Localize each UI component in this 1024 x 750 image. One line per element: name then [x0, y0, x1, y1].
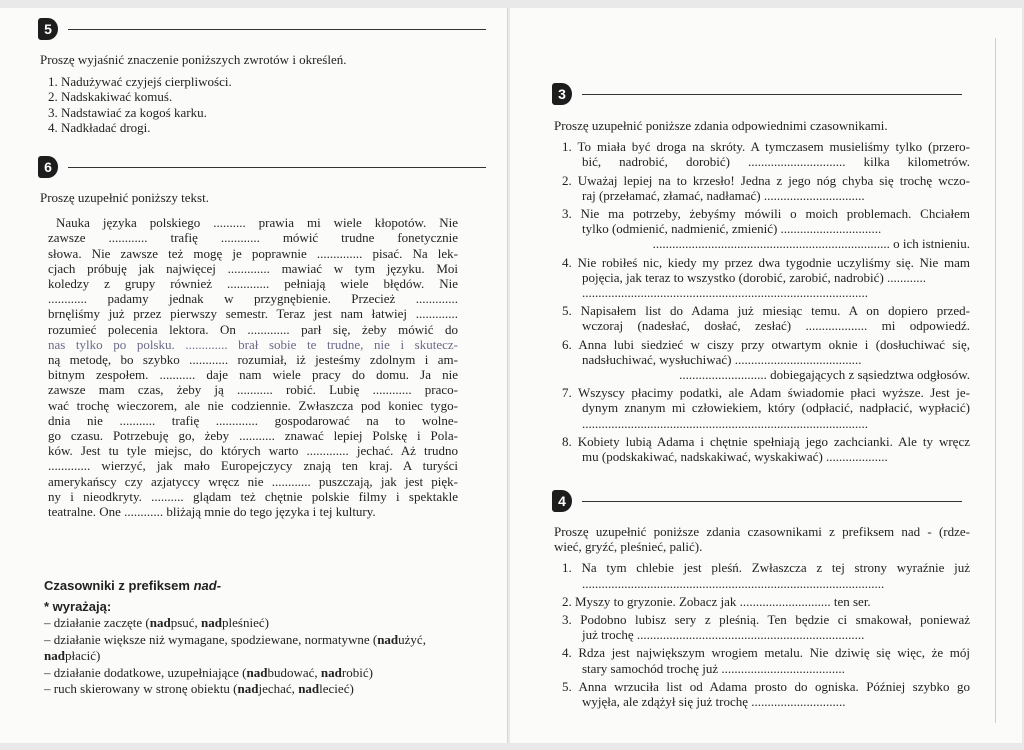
rule-prefix: nad	[320, 664, 342, 680]
exercise-6-instruction: Proszę uzupełnić poniższy tekst.	[40, 190, 209, 205]
item-line: 1. Na tym chlebie jest pleśń. Zwłaszcza z tej strony wyraźnie już	[562, 560, 970, 576]
list-item	[562, 173, 970, 203]
item-line: 5. Anna wrzuciła list od Adama prosto do ogniska. Później szybko go	[562, 678, 970, 694]
item-line: ........................................................................................	[582, 415, 868, 431]
grammar-subtitle: * wyrażają:	[44, 598, 112, 614]
item-line: mu (podskakiwać, nadskakiwać, wyskakiwać) ...................	[582, 449, 888, 465]
item-line: tylko (odmienić, nadmienić, zmienić) ...............................	[582, 221, 882, 237]
list-item	[562, 206, 970, 252]
rule-text: – działanie zaczęte (	[44, 615, 150, 630]
exercise-5-header	[38, 18, 486, 40]
text-line: ny i nieodkryty. .......... glądam też chętnie polskie filmy i spektakle	[48, 488, 458, 504]
grammar-rule	[44, 632, 484, 665]
exercise-5-rule	[68, 29, 486, 30]
text-line: słowa. Nie zawsze też mogę je poprawnie .............. pisać. Na lek-	[48, 245, 458, 261]
rule-text: – ruch skierowany w stronę obiektu (	[44, 681, 238, 696]
list-item	[562, 139, 970, 169]
list-item	[562, 645, 970, 675]
exercise-4-instruction: Proszę uzupełnić poniższe zdania czasownikami z prefiksem nad - (rdze-	[554, 524, 970, 539]
list-item	[562, 303, 970, 333]
item-line: 8. Kobiety lubią Adama i chętnie spełniają jego zachcianki. Ale ty wręcz	[562, 433, 970, 449]
item-line: ........................................................................................	[582, 285, 868, 301]
list-item	[562, 594, 970, 609]
list-item: 3. Nadstawiać za kogoś karku.	[48, 104, 207, 120]
list-item	[562, 612, 970, 642]
item-line: 6. Anna lubi siedzieć w ciszy przy otwartym oknie i (dosłuchiwać się,	[562, 336, 970, 352]
item-line: 2. Myszy to gryzonie. Zobacz jak ............................ ten ser.	[562, 593, 871, 609]
exercise-4-header	[552, 490, 962, 512]
text-line: zawsze ............ trafię ............ mówić trudne fonetycznie	[48, 230, 458, 246]
exercise-3-instruction: Proszę uzupełnić poniższe zdania odpowiednimi czasownikami.	[554, 118, 888, 133]
text-line: wać trochę wieczorem, ale nie codziennie. Zwłaszcza pod koniec tygo-	[48, 397, 458, 413]
item-line: 5. Napisałem list do Adama już miesiąc temu. A on dopiero przed-	[562, 303, 970, 319]
item-line: nadsłuchiwać, wysłuchiwać) .......................................	[582, 351, 862, 367]
rule-prefix: nad	[149, 615, 171, 630]
item-line: stary samochód trochę już ......................................	[582, 660, 845, 676]
list-item: 4. Nadkładać drogi.	[48, 119, 151, 135]
text-line: koledzy z grupy również ............. pełniają wiele błędów. Nie	[48, 276, 458, 292]
text-line: ków. Jest tu tyle miejsc, do których warto ............. jechać. Aż trudno	[48, 443, 458, 459]
text-line: zawsze mam czas, żeby ją ........... robić. Lubię ............ praco-	[48, 382, 458, 398]
exercise-4-rule	[582, 501, 962, 502]
list-item	[562, 255, 970, 301]
exercise-3	[554, 118, 970, 467]
item-line: ......................................................................... o ich istnieniu.	[652, 236, 970, 252]
rule-prefix: nad	[44, 648, 65, 663]
text-line: Nauka języka polskiego .......... prawia mi wiele kłopotów. Nie	[56, 215, 458, 231]
exercise-5	[40, 52, 480, 135]
item-line: raj (przełamać, złamać, nadłamać) ...............................	[582, 187, 865, 203]
exercise-4-instruction: wieć, gryźć, pleśnieć, palić).	[554, 539, 703, 555]
text-line: rozumieć polecenia lektora. On ............. parł się, żeby mówić do	[48, 321, 458, 337]
exercise-5-list	[40, 74, 480, 135]
item-line: 7. Wszyscy płacimy podatki, ale Adam świadomie płaci wyższe. Jest je-	[562, 385, 970, 401]
list-item	[562, 560, 970, 590]
text-line: amerykańscy czy azjatyccy wręcz nie ............ puszczają, jak jest pięk-	[48, 473, 458, 489]
text-line: brnęliśmy już przez pierwszy semestr. Teraz jest nam łatwiej .............	[48, 306, 458, 322]
item-line: wyjęła, ale zdążył się już trochę .............................	[582, 694, 846, 710]
exercise-4	[554, 524, 970, 712]
grammar-rule	[44, 665, 484, 682]
exercise-3-list	[554, 139, 970, 464]
rule-prefix: nad	[201, 615, 223, 630]
exercise-5-instruction: Proszę wyjaśnić znaczenie poniższych zwrotów i określeń.	[40, 52, 347, 67]
list-item	[562, 679, 970, 709]
grammar-title	[44, 578, 484, 595]
list-item: 2. Nadskakiwać komuś.	[48, 89, 173, 105]
rule-text: lecieć)	[319, 681, 354, 696]
text-line: ną metodę, bo szybko ............ rozumiał, iż jesteśmy zdolnym i am-	[48, 352, 458, 368]
rule-text: budować,	[267, 664, 321, 680]
exercise-6-header	[38, 156, 486, 178]
exercise-5-badge: 5	[38, 18, 58, 40]
exercise-4-badge: 4	[552, 490, 572, 512]
exercise-6-text	[40, 215, 458, 519]
text-line: cjach próbuję jak najwięcej ............. mawiać w tym języku. Moi	[48, 260, 458, 276]
text-line: nas tylko po polsku. ............. brał sobie te trudne, nie i skutecz-	[48, 336, 458, 352]
rule-prefix: nad	[246, 664, 268, 680]
rule-text: psuć,	[170, 615, 202, 630]
rule-text: jechać,	[258, 681, 299, 696]
rule-prefix: nad	[298, 681, 320, 696]
list-item: 1. Nadużywać czyjejś cierpliwości.	[48, 74, 232, 90]
item-line: ........................... dobiegających z sąsiedztwa odgłosów.	[679, 367, 970, 383]
rule-text: robić)	[341, 664, 373, 680]
item-line: 3. Podobno lubisz sery z pleśnią. Ten będzie ci smakował, ponieważ	[562, 612, 970, 628]
text-line: ............ padamy jednak w przygnębienie. Przecież .............	[48, 291, 458, 307]
grammar-rule	[44, 615, 484, 632]
grammar-box	[44, 578, 484, 698]
grammar-title-prefix: nad-	[193, 578, 222, 593]
item-line: 4. Rdza jest największym wrogiem metalu. Nie dziwię się więc, że mój	[562, 645, 970, 661]
text-line: bitnym zespołem. ........... daje nam wiele pracy do domu. Ja nie	[48, 367, 458, 383]
rule-prefix: nad	[237, 681, 259, 696]
right-page	[510, 8, 1022, 743]
exercise-6-badge: 6	[38, 156, 58, 178]
grammar-title-text: Czasowniki z prefiksem	[44, 578, 190, 593]
exercise-4-list	[554, 560, 970, 709]
item-line: bić, nadrobić, dorobić) .............................. kilka kilometrów.	[582, 154, 970, 170]
text-line: go czasu. Potrzebuję go, żeby ........... znawać lepiej Polskę i Pola-	[48, 428, 458, 444]
list-item	[562, 337, 970, 383]
item-line: 1. To miała być droga na skróty. A tymczasem musieliśmy tylko (przero-	[562, 139, 970, 155]
exercise-6	[40, 190, 458, 519]
grammar-rule	[44, 681, 484, 698]
item-line: już trochę ......................................................................	[582, 627, 865, 643]
exercise-3-rule	[582, 94, 962, 95]
rule-text: – działanie większe niż wymagane, spodziewane, normatywne (	[44, 631, 378, 647]
list-item	[562, 385, 970, 431]
rule-text: użyć,	[398, 631, 426, 647]
item-line: .............................................................................................	[582, 575, 885, 591]
item-line: 3. Nie ma potrzeby, żebyśmy mówili o moich problemach. Chciałem	[562, 206, 970, 222]
item-line: 2. Uważaj lepiej na to krzesło! Jedna z jego nóg chyba się trochę wczo-	[562, 172, 970, 188]
rule-text: płacić)	[64, 648, 101, 663]
item-line: dynym znanym mi człowiekiem, który (odpłacić, nadpłacić, wypłacić)	[582, 400, 970, 416]
rule-prefix: nad	[377, 631, 399, 647]
text-line: teatralne. One ............ bliżają mnie do tego języka i tej kultury.	[48, 504, 376, 520]
item-line: wczoraj (nadesłać, dosłać, zesłać) ................... mi odpowiedź.	[582, 318, 970, 334]
exercise-3-badge: 3	[552, 83, 572, 105]
rule-text: – działanie dodatkowe, uzupełniające (	[44, 664, 247, 680]
list-item	[562, 434, 970, 464]
left-page	[0, 8, 508, 743]
item-line: pojęcia, jak teraz to wszystko (dorobić, zarobić, nadrobić) ............	[582, 269, 927, 285]
exercise-6-rule	[68, 167, 486, 168]
text-line: ............. wierzyć, jak mało Europejczycy znają ten kraj. A turyści	[48, 458, 458, 474]
text-line: dnia nie ........... trafię ............. gospodarować na to wolne-	[48, 412, 458, 428]
rule-text: pleśnieć)	[222, 615, 269, 630]
item-line: 4. Nie robiłeś nic, kiedy my przez dwa tygodnie uczyliśmy się. Nie mam	[562, 254, 970, 270]
exercise-3-header	[552, 83, 962, 105]
